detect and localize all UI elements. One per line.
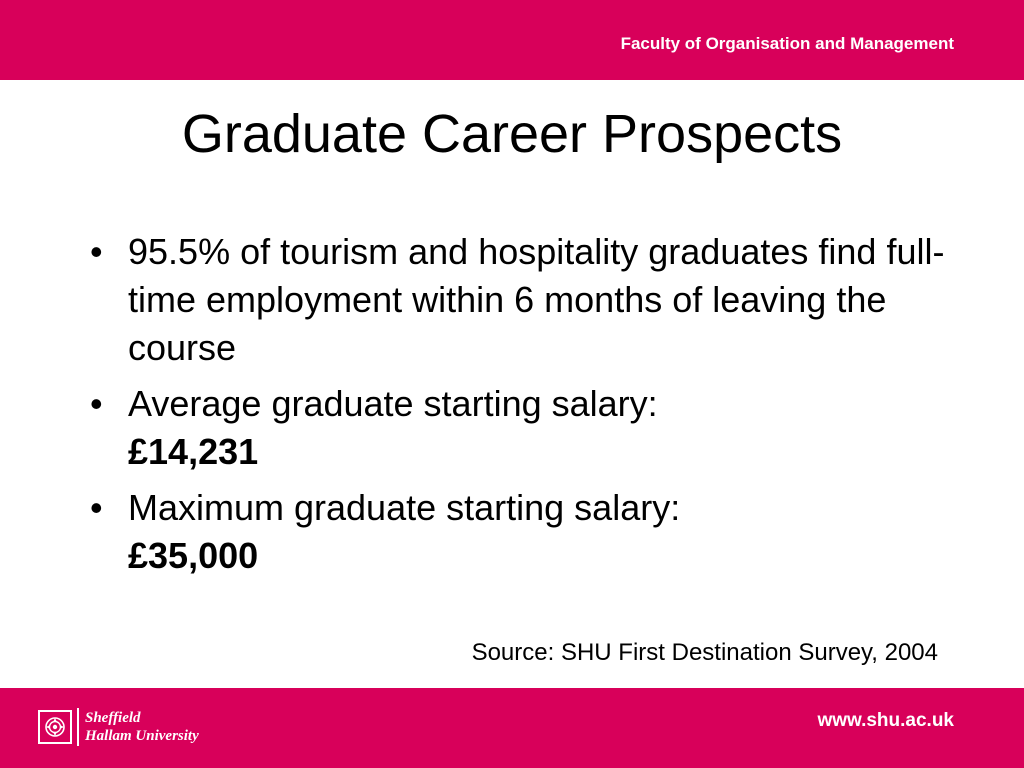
bullet-list [88, 228, 968, 588]
bullet-icon: • [90, 487, 103, 528]
slide-title: Graduate Career Prospects [181, 104, 843, 164]
bullet-item-maximum-salary [88, 484, 968, 580]
logo-line-1: Sheffield [85, 710, 141, 726]
bullet-text: 95.5% of tourism and hospitality graduates find full-time employment within 6 months of leaving the course [128, 231, 945, 368]
faculty-name: Faculty of Organisation and Management [620, 34, 954, 53]
website-link[interactable]: www.shu.ac.uk [817, 710, 954, 731]
bullet-item-average-salary [88, 380, 968, 476]
logo-wordmark [85, 709, 199, 745]
maximum-salary-value: £35,000 [128, 535, 259, 576]
bullet-icon: • [90, 383, 103, 424]
bullet-text: Average graduate starting salary: [128, 383, 658, 424]
logo-line-2: Hallam University [85, 728, 199, 744]
bullet-text: Maximum graduate starting salary: [128, 487, 681, 528]
source-citation: Source: SHU First Destination Survey, 2004 [471, 639, 938, 666]
bullet-icon: • [90, 231, 103, 272]
average-salary-value: £14,231 [128, 431, 259, 472]
rose-emblem-icon [38, 710, 72, 744]
bullet-item-employment [88, 228, 968, 372]
university-logo [38, 708, 199, 746]
header-bar [0, 0, 1024, 80]
logo-divider [77, 708, 79, 746]
